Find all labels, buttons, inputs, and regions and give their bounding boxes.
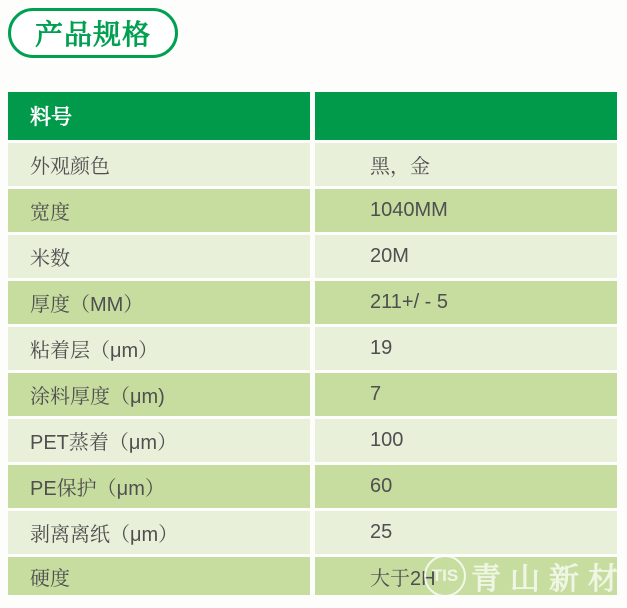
table-row [8,281,617,324]
spec-label: 米数 [30,248,70,270]
spec-value-cell [315,465,617,508]
spec-label: 宽度 [30,202,70,224]
header-label: 料号 [30,106,72,129]
spec-label-cell [8,327,310,370]
spec-label-cell [8,281,310,324]
table-header-row [8,92,617,140]
spec-value-cell [315,235,617,278]
spec-label: 涂料厚度（μm) [30,386,165,408]
spec-label: 外观颜色 [30,156,110,178]
header-value-cell [315,92,617,140]
watermark-brand-text: 青山新材 [471,563,627,596]
spec-table [8,92,617,595]
spec-value: 211+/ - 5 [370,291,449,313]
spec-label: 剥离离纸（μm） [30,524,179,546]
spec-label: 硬度 [30,567,70,590]
watermark-logo-text: TIS [431,566,459,585]
header-label-cell [8,92,310,140]
spec-label: PET蒸着（μm） [30,432,178,454]
spec-label-cell [8,373,310,416]
spec-label-cell [8,189,310,232]
spec-value: 7 [370,383,382,405]
table-body [8,143,617,595]
table-row [8,235,617,278]
spec-value-cell [315,189,617,232]
table-row [8,511,617,554]
table-row [8,373,617,416]
page-title [8,8,178,58]
spec-value: 大于2H [370,567,436,590]
spec-value: 100 [370,429,404,451]
spec-value: 20M [370,245,409,267]
spec-label-cell [8,143,310,186]
page-title-label: 产品规格 [35,19,152,50]
table-row [8,327,617,370]
spec-value-cell [315,143,617,186]
spec-value-cell [315,373,617,416]
spec-label: 厚度（MM） [30,294,144,316]
spec-value: 25 [370,521,393,543]
spec-label-cell [8,557,310,595]
spec-label-cell [8,235,310,278]
spec-label-cell [8,465,310,508]
spec-value-cell [315,281,617,324]
spec-value-cell [315,557,617,595]
spec-value: 1040MM [370,199,448,221]
spec-label: PE保护（μm） [30,478,165,500]
table-row [8,465,617,508]
spec-label-cell [8,419,310,462]
table-row [8,419,617,462]
table-row [8,557,617,595]
spec-value-cell [315,511,617,554]
spec-label-cell [8,511,310,554]
table-row [8,189,617,232]
spec-value: 黑，金 [370,156,430,178]
spec-value: 19 [370,337,393,359]
spec-value-cell [315,327,617,370]
spec-label: 粘着层（μm） [30,340,159,362]
spec-value: 60 [370,475,393,497]
table-row [8,143,617,186]
spec-value-cell [315,419,617,462]
